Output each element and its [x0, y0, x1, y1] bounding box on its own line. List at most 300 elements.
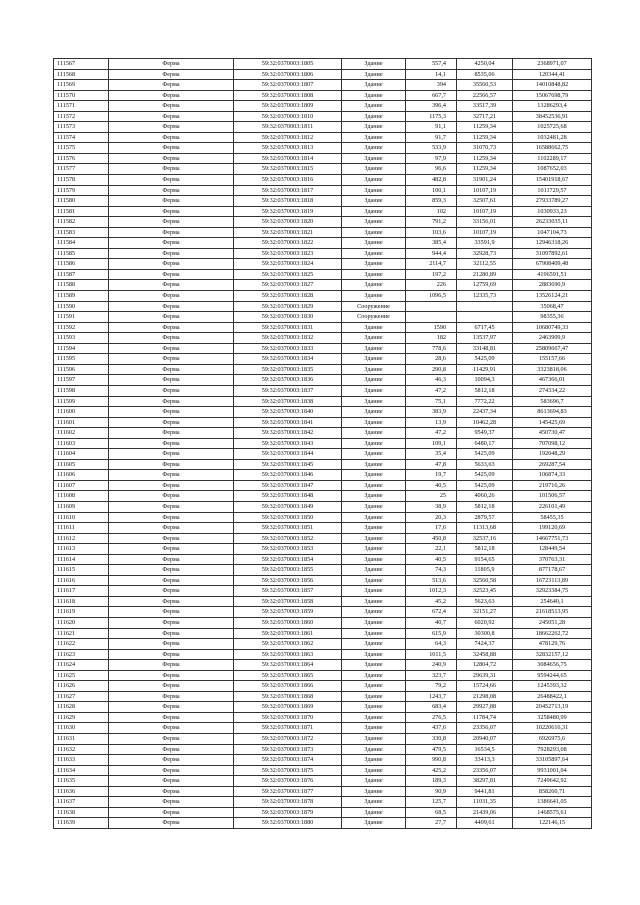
object-type-cell: Здание	[342, 776, 406, 787]
table-row	[54, 364, 592, 375]
row-number-cell: 111624	[54, 660, 109, 671]
row-number-cell: 111567	[54, 59, 109, 70]
cadastral-table	[53, 58, 592, 829]
table-row	[54, 238, 592, 249]
cadastral-number-cell: 59:32:0370003:1827	[234, 280, 342, 291]
object-type-cell: Здание	[342, 755, 406, 766]
object-name-cell: Ферма	[109, 417, 234, 428]
specific-value-cell: 15724,66	[457, 681, 513, 692]
row-number-cell: 111633	[54, 755, 109, 766]
cadastral-number-cell: 59:32:0370003:1842	[234, 428, 342, 439]
area-cell: 533,9	[406, 143, 457, 154]
table-row	[54, 122, 592, 133]
row-number-cell: 111602	[54, 428, 109, 439]
specific-value-cell: 4060,26	[457, 491, 513, 502]
table-row	[54, 554, 592, 565]
cadastral-value-cell: 254640,1	[513, 596, 592, 607]
cadastral-value-cell: 155157,66	[513, 354, 592, 365]
cadastral-value-cell: 450730,47	[513, 428, 592, 439]
specific-value-cell: 33517,39	[457, 101, 513, 112]
object-name-cell: Ферма	[109, 807, 234, 818]
object-name-cell: Ферма	[109, 712, 234, 723]
object-name-cell: Ферма	[109, 438, 234, 449]
specific-value-cell	[457, 312, 513, 323]
object-name-cell: Ферма	[109, 396, 234, 407]
cadastral-number-cell: 59:32:0370003:1830	[234, 312, 342, 323]
object-name-cell: Ферма	[109, 755, 234, 766]
table-row	[54, 185, 592, 196]
specific-value-cell: 21280,89	[457, 269, 513, 280]
cadastral-value-cell: 15067698,79	[513, 90, 592, 101]
table-row	[54, 681, 592, 692]
object-name-cell: Ферма	[109, 407, 234, 418]
cadastral-value-cell: 98355,36	[513, 312, 592, 323]
object-name-cell: Ферма	[109, 80, 234, 91]
row-number-cell: 111582	[54, 217, 109, 228]
cadastral-value-cell: 32832157,12	[513, 649, 592, 660]
row-number-cell: 111589	[54, 291, 109, 302]
row-number-cell: 111632	[54, 744, 109, 755]
object-type-cell: Здание	[342, 322, 406, 333]
row-number-cell: 111587	[54, 269, 109, 280]
object-name-cell: Ферма	[109, 90, 234, 101]
row-number-cell: 111623	[54, 649, 109, 660]
area-cell: 45,2	[406, 596, 457, 607]
object-type-cell: Здание	[342, 712, 406, 723]
cadastral-value-cell: 106874,33	[513, 470, 592, 481]
cadastral-value-cell: 38452536,91	[513, 111, 592, 122]
specific-value-cell: 22437,34	[457, 407, 513, 418]
cadastral-value-cell: 245051,28	[513, 617, 592, 628]
area-cell: 125,7	[406, 797, 457, 808]
cadastral-number-cell: 59:32:0370003:1860	[234, 617, 342, 628]
specific-value-cell: 21439,06	[457, 807, 513, 818]
object-type-cell: Здание	[342, 217, 406, 228]
area-cell: 103,6	[406, 227, 457, 238]
cadastral-number-cell: 59:32:0370003:1862	[234, 639, 342, 650]
object-type-cell: Здание	[342, 681, 406, 692]
table-row	[54, 227, 592, 238]
object-type-cell: Здание	[342, 333, 406, 344]
cadastral-number-cell: 59:32:0370003:1833	[234, 343, 342, 354]
row-number-cell: 111615	[54, 565, 109, 576]
cadastral-number-cell: 59:32:0370003:1835	[234, 364, 342, 375]
object-name-cell: Ферма	[109, 143, 234, 154]
specific-value-cell: 9549,37	[457, 428, 513, 439]
row-number-cell: 111584	[54, 238, 109, 249]
cadastral-value-cell: 192048,29	[513, 449, 592, 460]
cadastral-value-cell: 467366,01	[513, 375, 592, 386]
object-type-cell: Здание	[342, 269, 406, 280]
cadastral-number-cell: 59:32:0370003:1840	[234, 407, 342, 418]
area-cell: 778,6	[406, 343, 457, 354]
table-row	[54, 428, 592, 439]
object-type-cell: Здание	[342, 343, 406, 354]
specific-value-cell: 32458,88	[457, 649, 513, 660]
cadastral-number-cell: 59:32:0370003:1843	[234, 438, 342, 449]
object-name-cell: Ферма	[109, 681, 234, 692]
cadastral-number-cell: 59:32:0370003:1815	[234, 164, 342, 175]
object-name-cell: Ферма	[109, 723, 234, 734]
cadastral-value-cell: 9594244,65	[513, 670, 592, 681]
row-number-cell: 111570	[54, 90, 109, 101]
cadastral-value-cell: 4196591,51	[513, 269, 592, 280]
specific-value-cell: 5425,09	[457, 470, 513, 481]
cadastral-number-cell: 59:32:0370003:1809	[234, 101, 342, 112]
specific-value-cell	[457, 301, 513, 312]
table-row	[54, 301, 592, 312]
object-type-cell: Здание	[342, 101, 406, 112]
area-cell: 240,9	[406, 660, 457, 671]
object-name-cell: Ферма	[109, 797, 234, 808]
specific-value-cell: 6020,92	[457, 617, 513, 628]
object-name-cell: Ферма	[109, 185, 234, 196]
cadastral-value-cell: 12946318,26	[513, 238, 592, 249]
area-cell: 276,5	[406, 712, 457, 723]
area-cell: 189,3	[406, 776, 457, 787]
row-number-cell: 111610	[54, 512, 109, 523]
table-row	[54, 417, 592, 428]
row-number-cell: 111578	[54, 175, 109, 186]
object-type-cell: Сооружение	[342, 301, 406, 312]
cadastral-value-cell: 26488422,1	[513, 691, 592, 702]
cadastral-number-cell: 59:32:0370003:1811	[234, 122, 342, 133]
cadastral-value-cell: 1468575,61	[513, 807, 592, 818]
object-name-cell: Ферма	[109, 238, 234, 249]
cadastral-value-cell: 122146,15	[513, 818, 592, 829]
specific-value-cell: 11259,34	[457, 153, 513, 164]
area-cell: 859,3	[406, 196, 457, 207]
cadastral-value-cell: 199120,69	[513, 523, 592, 534]
specific-value-cell: 5633,63	[457, 459, 513, 470]
area-cell: 226	[406, 280, 457, 291]
specific-value-cell: 33413,3	[457, 755, 513, 766]
cadastral-value-cell: 145425,69	[513, 417, 592, 428]
row-number-cell: 111580	[54, 196, 109, 207]
object-type-cell: Здание	[342, 375, 406, 386]
cadastral-value-cell: 7249642,92	[513, 776, 592, 787]
area-cell: 482,8	[406, 175, 457, 186]
cadastral-value-cell: 10220616,31	[513, 723, 592, 734]
area-cell: 79,2	[406, 681, 457, 692]
object-type-cell: Здание	[342, 491, 406, 502]
object-name-cell: Ферма	[109, 586, 234, 597]
object-type-cell: Здание	[342, 122, 406, 133]
table-row	[54, 691, 592, 702]
object-name-cell: Ферма	[109, 649, 234, 660]
specific-value-cell: 22566,57	[457, 90, 513, 101]
cadastral-number-cell: 59:32:0370003:1879	[234, 807, 342, 818]
object-type-cell: Здание	[342, 206, 406, 217]
object-name-cell: Ферма	[109, 312, 234, 323]
row-number-cell: 111635	[54, 776, 109, 787]
table-row	[54, 407, 592, 418]
area-cell: 450,8	[406, 533, 457, 544]
table-row	[54, 470, 592, 481]
area-cell: 100,1	[406, 185, 457, 196]
specific-value-cell: 32151,27	[457, 607, 513, 618]
cadastral-number-cell: 59:32:0370003:1873	[234, 744, 342, 755]
cadastral-value-cell: 7928293,08	[513, 744, 592, 755]
area-cell: 75,1	[406, 396, 457, 407]
cadastral-number-cell: 59:32:0370003:1808	[234, 90, 342, 101]
table-row	[54, 269, 592, 280]
specific-value-cell: 11259,34	[457, 122, 513, 133]
table-row	[54, 818, 592, 829]
table-row	[54, 343, 592, 354]
table-row	[54, 449, 592, 460]
specific-value-cell: 8535,06	[457, 69, 513, 80]
area-cell: 513,6	[406, 575, 457, 586]
object-type-cell: Здание	[342, 248, 406, 259]
object-name-cell: Ферма	[109, 691, 234, 702]
specific-value-cell: 2879,57	[457, 512, 513, 523]
cadastral-number-cell: 59:32:0370003:1845	[234, 459, 342, 470]
row-number-cell: 111569	[54, 80, 109, 91]
cadastral-number-cell: 59:32:0370003:1816	[234, 175, 342, 186]
table-row	[54, 153, 592, 164]
cadastral-value-cell: 32923384,75	[513, 586, 592, 597]
area-cell: 197,2	[406, 269, 457, 280]
table-row	[54, 786, 592, 797]
cadastral-number-cell: 59:32:0370003:1875	[234, 765, 342, 776]
object-name-cell: Ферма	[109, 617, 234, 628]
object-name-cell: Ферма	[109, 449, 234, 460]
cadastral-number-cell: 59:32:0370003:1880	[234, 818, 342, 829]
table-row	[54, 322, 592, 333]
object-name-cell: Ферма	[109, 744, 234, 755]
object-name-cell: Ферма	[109, 196, 234, 207]
row-number-cell: 111601	[54, 417, 109, 428]
row-number-cell: 111613	[54, 544, 109, 555]
object-type-cell: Здание	[342, 196, 406, 207]
table-row	[54, 628, 592, 639]
row-number-cell: 111638	[54, 807, 109, 818]
object-type-cell: Здание	[342, 702, 406, 713]
table-row	[54, 702, 592, 713]
cadastral-number-cell: 59:32:0370003:1874	[234, 755, 342, 766]
specific-value-cell: 29927,88	[457, 702, 513, 713]
area-cell: 64,3	[406, 639, 457, 650]
specific-value-cell: 5623,63	[457, 596, 513, 607]
object-type-cell: Здание	[342, 575, 406, 586]
cadastral-value-cell: 226101,49	[513, 501, 592, 512]
specific-value-cell: 5812,18	[457, 385, 513, 396]
object-type-cell: Здание	[342, 533, 406, 544]
object-name-cell: Ферма	[109, 206, 234, 217]
cadastral-number-cell: 59:32:0370003:1838	[234, 396, 342, 407]
object-name-cell: Ферма	[109, 375, 234, 386]
table-row	[54, 80, 592, 91]
object-name-cell: Ферма	[109, 470, 234, 481]
object-name-cell: Ферма	[109, 59, 234, 70]
specific-value-cell: 11429,91	[457, 364, 513, 375]
object-type-cell: Здание	[342, 786, 406, 797]
area-cell: 90,9	[406, 786, 457, 797]
table-row	[54, 459, 592, 470]
object-type-cell: Здание	[342, 143, 406, 154]
object-name-cell: Ферма	[109, 491, 234, 502]
row-number-cell: 111586	[54, 259, 109, 270]
object-type-cell: Здание	[342, 227, 406, 238]
area-cell: 27,7	[406, 818, 457, 829]
specific-value-cell: 32523,45	[457, 586, 513, 597]
area-cell: 102	[406, 206, 457, 217]
object-type-cell: Здание	[342, 765, 406, 776]
area-cell: 74,3	[406, 565, 457, 576]
row-number-cell: 111576	[54, 153, 109, 164]
cadastral-value-cell: 35068,47	[513, 301, 592, 312]
cadastral-number-cell: 59:32:0370003:1877	[234, 786, 342, 797]
table-row	[54, 291, 592, 302]
cadastral-number-cell: 59:32:0370003:1834	[234, 354, 342, 365]
object-type-cell: Здание	[342, 723, 406, 734]
row-number-cell: 111609	[54, 501, 109, 512]
cadastral-number-cell: 59:32:0370003:1876	[234, 776, 342, 787]
cadastral-number-cell: 59:32:0370003:1822	[234, 238, 342, 249]
area-cell	[406, 301, 457, 312]
cadastral-number-cell: 59:32:0370003:1825	[234, 269, 342, 280]
cadastral-value-cell: 1030933,23	[513, 206, 592, 217]
row-number-cell: 111634	[54, 765, 109, 776]
object-type-cell: Здание	[342, 59, 406, 70]
specific-value-cell: 12759,69	[457, 280, 513, 291]
row-number-cell: 111629	[54, 712, 109, 723]
cadastral-number-cell: 59:32:0370003:1878	[234, 797, 342, 808]
cadastral-value-cell: 26233035,11	[513, 217, 592, 228]
object-type-cell: Здание	[342, 280, 406, 291]
cadastral-value-cell: 16723113,89	[513, 575, 592, 586]
specific-value-cell: 11031,35	[457, 797, 513, 808]
specific-value-cell: 4409,61	[457, 818, 513, 829]
cadastral-value-cell: 1245393,32	[513, 681, 592, 692]
row-number-cell: 111616	[54, 575, 109, 586]
table-row	[54, 333, 592, 344]
row-number-cell: 111592	[54, 322, 109, 333]
table-row	[54, 660, 592, 671]
cadastral-value-cell: 707098,12	[513, 438, 592, 449]
cadastral-value-cell: 6926975,6	[513, 734, 592, 745]
table-row	[54, 175, 592, 186]
table-row	[54, 438, 592, 449]
row-number-cell: 111630	[54, 723, 109, 734]
cadastral-number-cell: 59:32:0370003:1807	[234, 80, 342, 91]
object-name-cell: Ферма	[109, 301, 234, 312]
table-row	[54, 744, 592, 755]
specific-value-cell: 5812,18	[457, 501, 513, 512]
cadastral-number-cell: 59:32:0370003:1820	[234, 217, 342, 228]
specific-value-cell: 11784,74	[457, 712, 513, 723]
cadastral-value-cell: 67908409,48	[513, 259, 592, 270]
cadastral-number-cell: 59:32:0370003:1841	[234, 417, 342, 428]
area-cell: 479,5	[406, 744, 457, 755]
cadastral-value-cell: 16588662,75	[513, 143, 592, 154]
object-type-cell: Здание	[342, 438, 406, 449]
object-type-cell: Здание	[342, 565, 406, 576]
area-cell: 19,7	[406, 470, 457, 481]
object-type-cell: Здание	[342, 111, 406, 122]
object-type-cell: Здание	[342, 691, 406, 702]
area-cell: 396,4	[406, 101, 457, 112]
object-type-cell: Здание	[342, 153, 406, 164]
object-name-cell: Ферма	[109, 69, 234, 80]
row-number-cell: 111591	[54, 312, 109, 323]
area-cell: 91,1	[406, 122, 457, 133]
cadastral-number-cell: 59:32:0370003:1847	[234, 480, 342, 491]
row-number-cell: 111637	[54, 797, 109, 808]
table-row	[54, 69, 592, 80]
row-number-cell: 111605	[54, 459, 109, 470]
object-type-cell: Здание	[342, 660, 406, 671]
specific-value-cell: 11259,34	[457, 164, 513, 175]
object-name-cell: Ферма	[109, 175, 234, 186]
object-name-cell: Ферма	[109, 227, 234, 238]
cadastral-number-cell: 59:32:0370003:1836	[234, 375, 342, 386]
object-type-cell: Здание	[342, 639, 406, 650]
cadastral-value-cell: 1102289,17	[513, 153, 592, 164]
cadastral-number-cell: 59:32:0370003:1870	[234, 712, 342, 723]
area-cell: 40,7	[406, 617, 457, 628]
row-number-cell: 111618	[54, 596, 109, 607]
row-number-cell: 111639	[54, 818, 109, 829]
table-row	[54, 670, 592, 681]
specific-value-cell: 7424,37	[457, 639, 513, 650]
cadastral-number-cell: 59:32:0370003:1859	[234, 607, 342, 618]
object-type-cell: Здание	[342, 670, 406, 681]
object-type-cell: Здание	[342, 449, 406, 460]
object-type-cell: Здание	[342, 90, 406, 101]
area-cell: 672,4	[406, 607, 457, 618]
specific-value-cell: 11313,68	[457, 523, 513, 534]
object-name-cell: Ферма	[109, 533, 234, 544]
row-number-cell: 111606	[54, 470, 109, 481]
specific-value-cell: 4250,04	[457, 59, 513, 70]
table-row	[54, 354, 592, 365]
area-cell: 40,5	[406, 554, 457, 565]
cadastral-number-cell: 59:32:0370003:1850	[234, 512, 342, 523]
row-number-cell: 111628	[54, 702, 109, 713]
row-number-cell: 111627	[54, 691, 109, 702]
area-cell: 557,4	[406, 59, 457, 70]
object-type-cell: Здание	[342, 586, 406, 597]
object-name-cell: Ферма	[109, 639, 234, 650]
cadastral-value-cell: 370763,31	[513, 554, 592, 565]
cadastral-number-cell: 59:32:0370003:1851	[234, 523, 342, 534]
object-name-cell: Ферма	[109, 480, 234, 491]
cadastral-number-cell: 59:32:0370003:1805	[234, 59, 342, 70]
area-cell: 25	[406, 491, 457, 502]
object-name-cell: Ферма	[109, 153, 234, 164]
row-number-cell: 111620	[54, 617, 109, 628]
table-row	[54, 734, 592, 745]
area-cell: 97,9	[406, 153, 457, 164]
specific-value-cell: 10107,19	[457, 185, 513, 196]
cadastral-number-cell: 59:32:0370003:1869	[234, 702, 342, 713]
cadastral-number-cell: 59:32:0370003:1871	[234, 723, 342, 734]
row-number-cell: 111622	[54, 639, 109, 650]
object-type-cell: Здание	[342, 628, 406, 639]
table-row	[54, 523, 592, 534]
area-cell: 1175,3	[406, 111, 457, 122]
cadastral-value-cell: 269287,54	[513, 459, 592, 470]
cadastral-number-cell: 59:32:0370003:1813	[234, 143, 342, 154]
row-number-cell: 111600	[54, 407, 109, 418]
cadastral-number-cell: 59:32:0370003:1865	[234, 670, 342, 681]
row-number-cell: 111599	[54, 396, 109, 407]
row-number-cell: 111612	[54, 533, 109, 544]
cadastral-value-cell: 33105897,64	[513, 755, 592, 766]
object-type-cell: Здание	[342, 185, 406, 196]
